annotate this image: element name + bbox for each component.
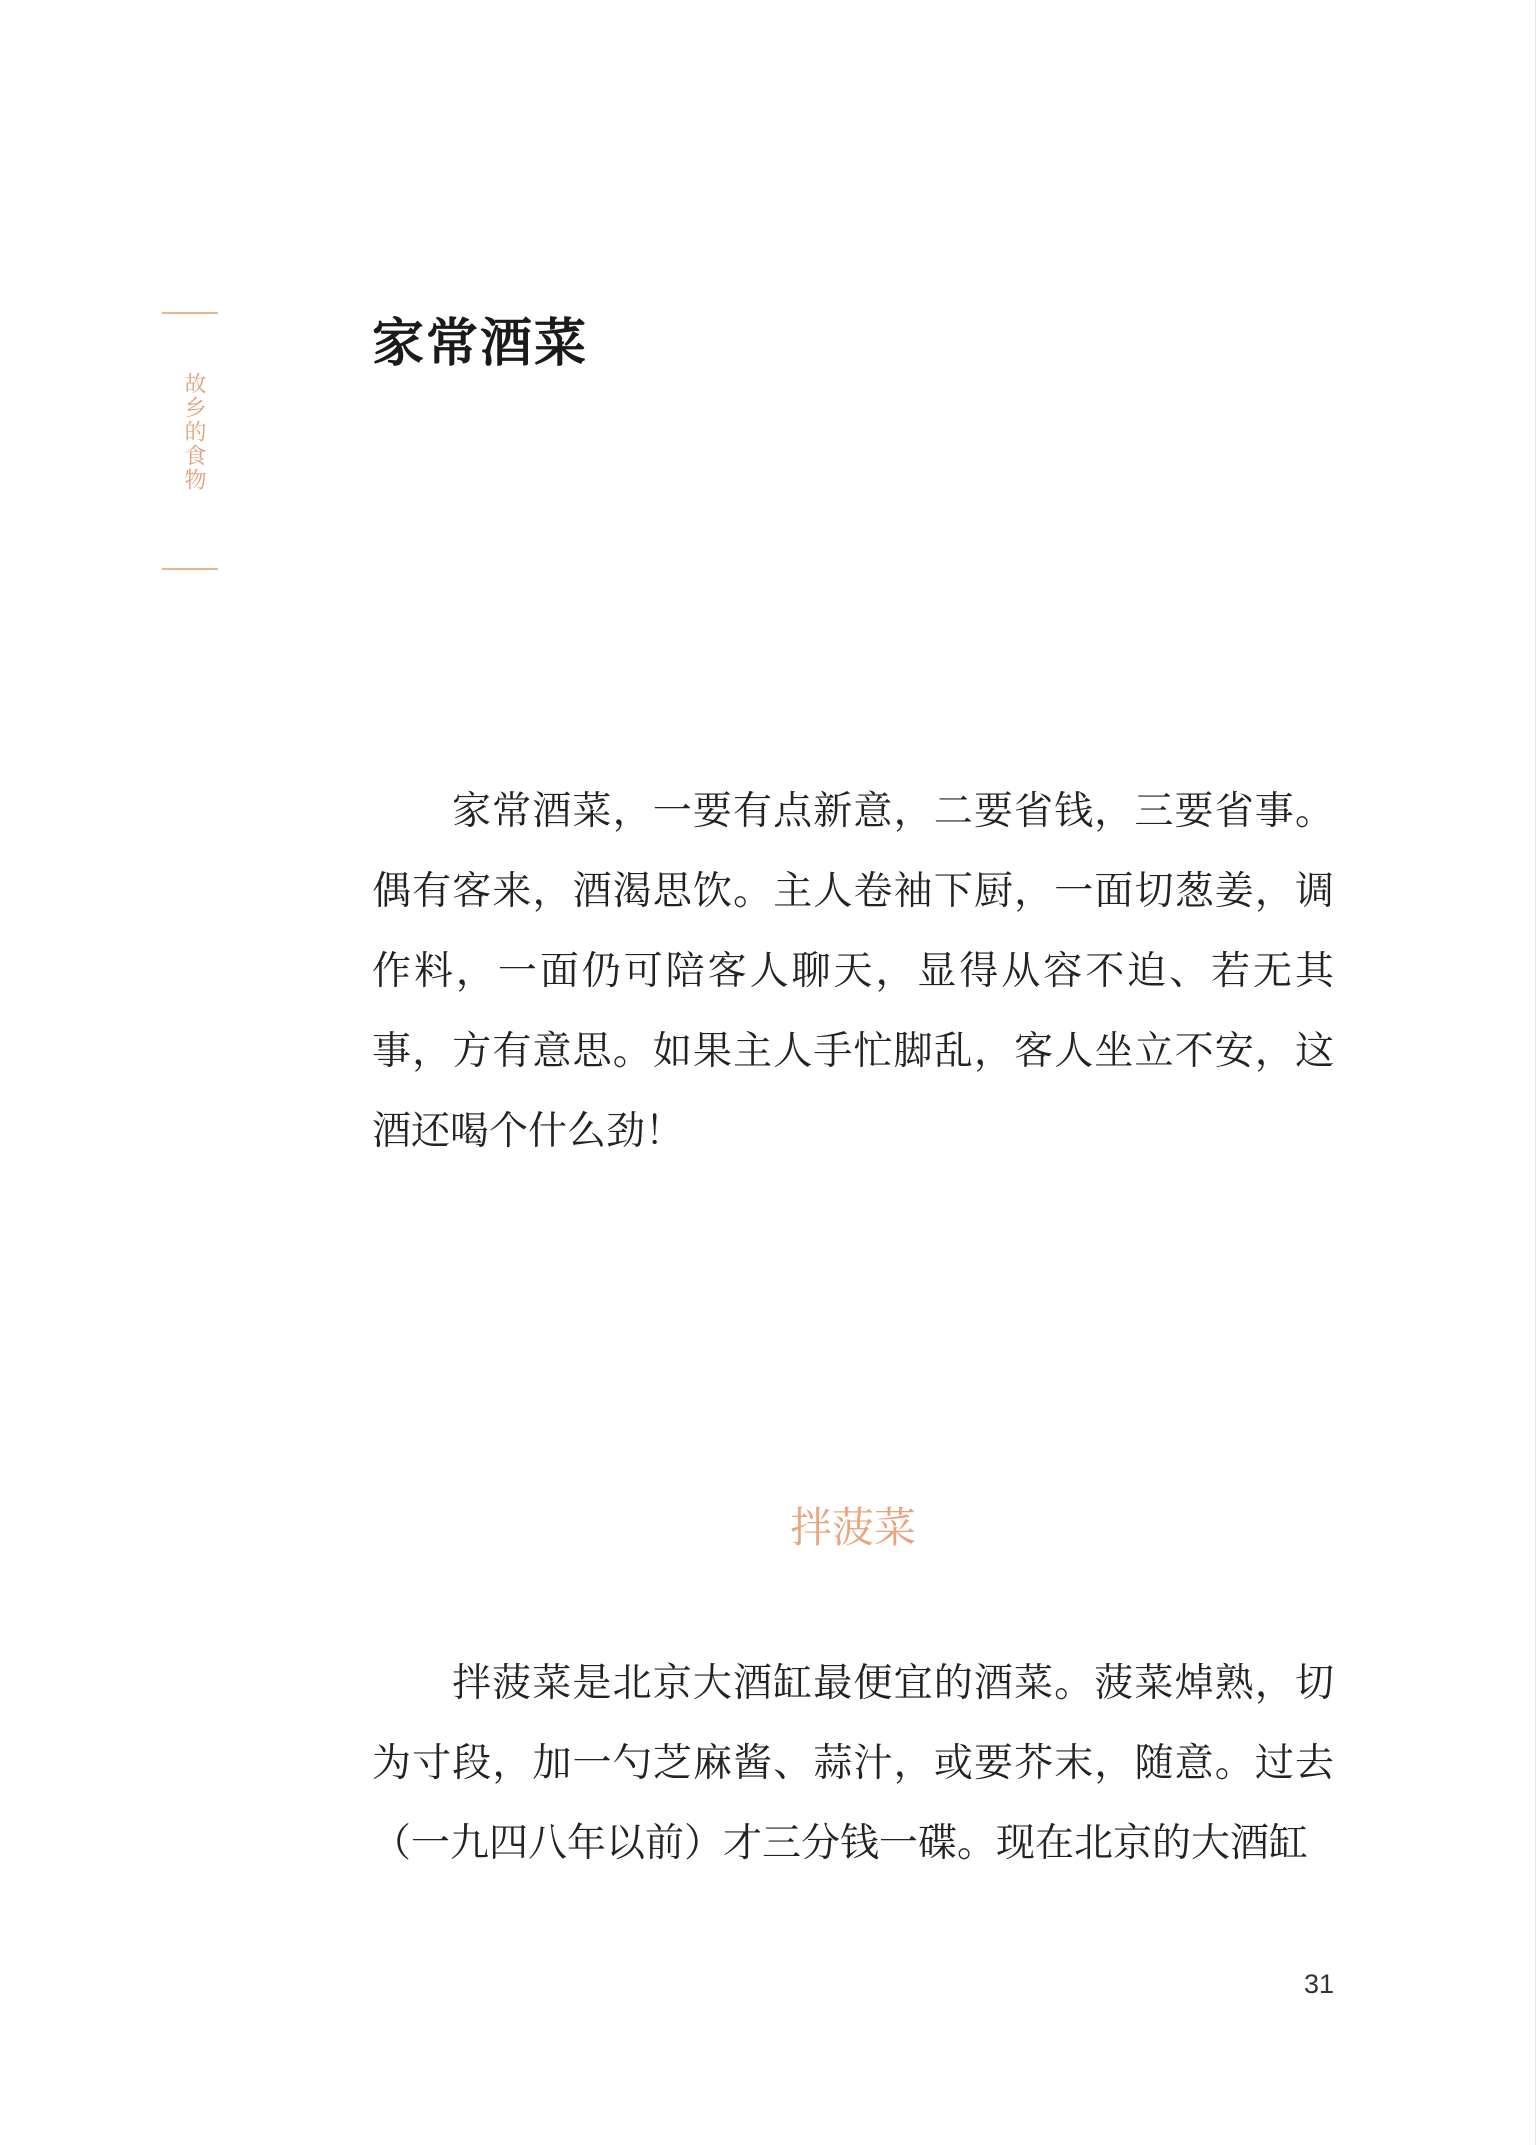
sidebar-section-label: 故乡的食物 xyxy=(181,372,206,492)
page-number: 31 xyxy=(1303,1969,1334,1999)
intro-paragraph: 家常酒菜，一要有点新意，二要省钱，三要省事。偶有客来，酒渴思饮。主人卷袖下厨，一面切葱姜，调作料，一面仍可陪客人聊天，显得从容不迫、若无其事，方有意思。如果主人手忙脚乱，客人坐立不安，这酒还喝个什么劲！ xyxy=(372,789,1334,1154)
section-paragraph: 拌菠菜是北京大酒缸最便宜的酒菜。菠菜焯熟，切为寸段，加一勺芝麻酱、蒜汁，或要芥末，随意。过去（一九四八年以前）才三分钱一碟。现在北京的大酒缸 xyxy=(372,1661,1334,1866)
sidebar-bottom-rule xyxy=(162,568,218,570)
sidebar-top-rule xyxy=(162,312,218,314)
chapter-title: 家常酒菜 xyxy=(372,313,589,374)
section-heading: 拌菠菜 xyxy=(789,1503,916,1552)
